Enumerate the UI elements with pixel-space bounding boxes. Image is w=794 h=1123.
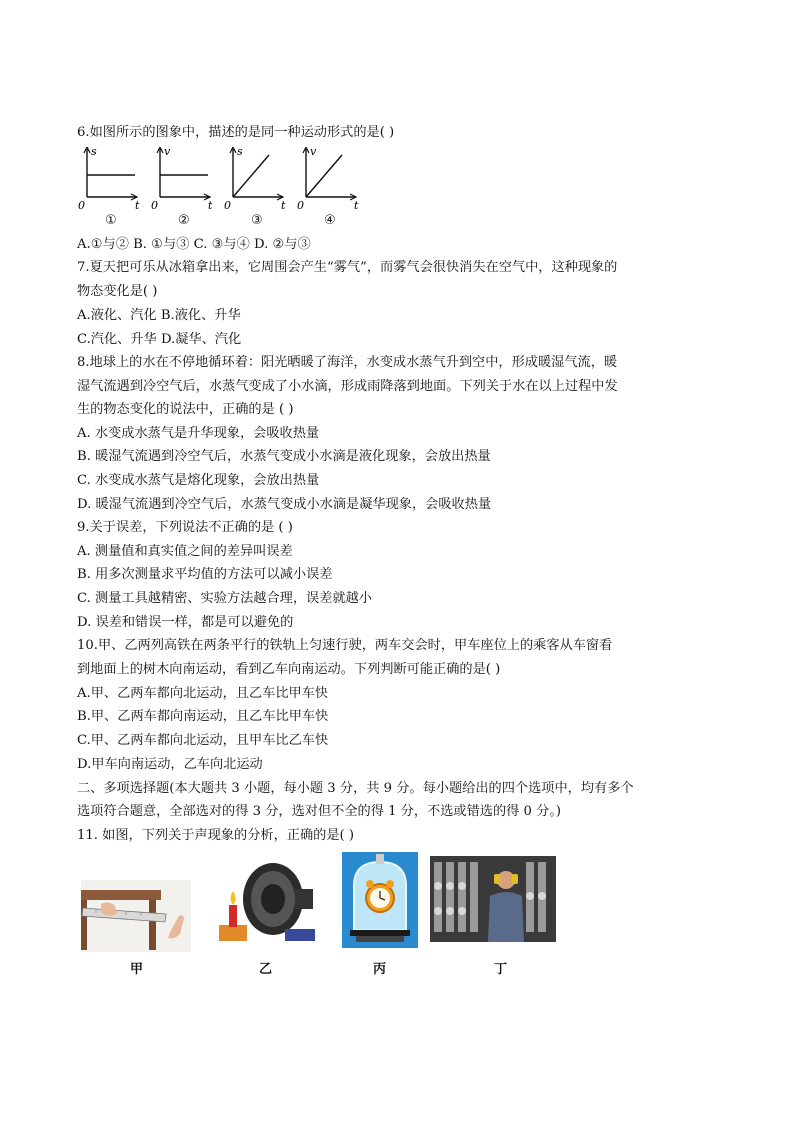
graph-4-origin: 0 xyxy=(297,199,304,212)
graph-1-xlabel: t xyxy=(135,199,140,212)
q8-stem-1: 8.地球上的水在不停地循环着：阳光晒暖了海洋，水变成水蒸气升到空中，形成暖湿气流，暖 xyxy=(77,355,618,370)
q10-option-d: D.甲车向南运动，乙车向北运动 xyxy=(77,757,263,772)
q10-stem-2: 到地面上的树木向南运动，看到乙车向南运动。下列判断可能正确的是( ) xyxy=(77,662,501,677)
graph-2-ylabel: v xyxy=(164,147,171,158)
graph-1-origin: 0 xyxy=(78,199,85,212)
graph-4-caption: ④ xyxy=(324,213,336,228)
photo-caption-yi: 乙 xyxy=(259,962,273,977)
q7-stem-1: 7.夏天把可乐从冰箱拿出来，它周围会产生“雾气”，而雾气会很快消失在空气中，这种现象的 xyxy=(77,260,618,275)
q8-option-c: C. 水变成水蒸气是熔化现象，会放出热量 xyxy=(77,473,320,488)
q6-graphs xyxy=(75,147,375,232)
q6-stem: 6.如图所示的图象中，描述的是同一种运动形式的是( ) xyxy=(77,125,395,140)
graph-3-ylabel: s xyxy=(237,147,243,158)
q10-option-b: B.甲、乙两车都向南运动，且乙车比甲车快 xyxy=(77,709,329,724)
graph-2-origin: 0 xyxy=(151,199,158,212)
q8-option-d: D. 暖湿气流遇到冷空气后，水蒸气变成小水滴是凝华现象，会吸收热量 xyxy=(77,497,492,512)
ruler-table-photo xyxy=(81,880,191,952)
q8-stem-3: 生的物态变化的说法中，正确的是 ( ) xyxy=(77,402,294,417)
graph-3-origin: 0 xyxy=(224,199,231,212)
q9-option-c: C. 测量工具越精密、实验方法越合理，误差就越小 xyxy=(77,591,372,606)
q10-option-c: C.甲、乙两车都向北运动，且甲车比乙车快 xyxy=(77,733,329,748)
q10-option-a: A.甲、乙两车都向北运动，且乙车比甲车快 xyxy=(77,686,329,701)
q7-options-2: C.汽化、升华 D.凝华、汽化 xyxy=(77,332,242,347)
q11-stem: 11. 如图，下列关于声现象的分析，正确的是( ) xyxy=(77,828,355,843)
photo-caption-ding: 丁 xyxy=(494,962,508,977)
speaker-candle-photo xyxy=(215,861,320,947)
q9-option-a: A. 测量值和真实值之间的差异叫误差 xyxy=(77,544,293,559)
q9-stem: 9.关于误差，下列说法不正确的是 ( ) xyxy=(77,520,293,535)
q9-option-b: B. 用多次测量求平均值的方法可以减小误差 xyxy=(77,567,333,582)
graph-2-xlabel: t xyxy=(208,199,213,212)
q7-options-1: A.液化、汽化 B.液化、升华 xyxy=(77,308,241,323)
graph-3-caption: ③ xyxy=(251,213,263,228)
q10-stem-1: 10.甲、乙两列高铁在两条平行的铁轨上匀速行驶，两车交会时，甲车座位上的乘客从车窗看 xyxy=(77,638,613,653)
graph-1-caption: ① xyxy=(105,213,117,228)
graph-3 xyxy=(224,147,286,212)
photo-caption-jia: 甲 xyxy=(130,962,144,977)
factory-worker-photo xyxy=(430,856,556,942)
q7-stem-2: 物态变化是( ) xyxy=(77,284,158,299)
graph-1 xyxy=(78,147,140,212)
q8-stem-2: 湿气流遇到冷空气后，水蒸气变成了小水滴，形成雨降落到地面。下列关于水在以上过程中发 xyxy=(77,379,618,394)
motion-graphs xyxy=(75,147,375,217)
section-2-instructions: 选项符合题意，全部选对的得 3 分，选对但不全的得 1 分，不选或错选的得 0 分。) xyxy=(77,804,562,819)
graph-3-xlabel: t xyxy=(281,199,286,212)
q8-option-b: B. 暖湿气流遇到冷空气后，水蒸气变成小水滴是液化现象，会放出热量 xyxy=(77,449,491,464)
graph-4-xlabel: t xyxy=(354,199,359,212)
q8-option-a: A. 水变成水蒸气是升华现象，会吸收热量 xyxy=(77,426,320,441)
graph-1-ylabel: s xyxy=(91,147,97,158)
photo-caption-bing: 丙 xyxy=(373,962,387,977)
q6-options: A.①与② B. ①与③ C. ③与④ D. ②与③ xyxy=(77,237,311,252)
q9-option-d: D. 误差和错误一样，都是可以避免的 xyxy=(77,615,294,630)
bell-jar-clock-photo xyxy=(342,852,418,948)
section-2-heading: 二、多项选择题(本大题共 3 小题，每小题 3 分，共 9 分。每小题给出的四个选项中，均有多个 xyxy=(77,781,634,796)
graph-4 xyxy=(297,147,359,212)
graph-4-ylabel: v xyxy=(310,147,317,158)
graph-2 xyxy=(151,147,213,212)
graph-2-caption: ② xyxy=(178,213,190,228)
